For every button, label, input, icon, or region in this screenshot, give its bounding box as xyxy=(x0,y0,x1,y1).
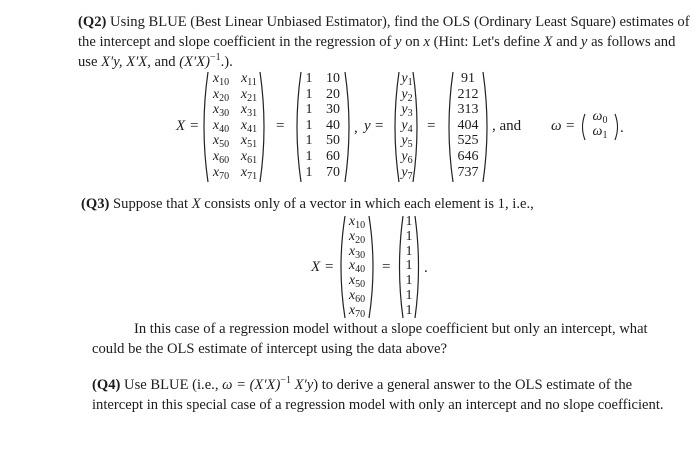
q2-line-1 xyxy=(78,12,690,32)
q2-and-omega: , and xyxy=(492,118,522,134)
q3-x-vector-cell: $x_{40}$ xyxy=(348,258,366,276)
q2-comma-1: , xyxy=(354,120,358,136)
q4-text-3: intercept in this special case of a regression model with only an intercept and no slope coefficient. xyxy=(92,397,664,413)
q3-line-1 xyxy=(81,194,534,214)
q2-equals-4: = xyxy=(427,118,436,134)
q3-X-var: X xyxy=(191,196,201,212)
q2-line-2 xyxy=(78,32,675,52)
q2-on: on xyxy=(405,34,420,50)
q3-ones-cell: 1 xyxy=(405,273,413,289)
q3-question-1: In this case of a regression model without a slope coefficient but only an intercept, what xyxy=(134,321,648,337)
data-matrix-x: 40 xyxy=(326,117,340,133)
y-value-cell: 646 xyxy=(457,149,479,164)
q4-text-1: Use BLUE (i.e., xyxy=(124,377,219,393)
q3-equals-2: = xyxy=(382,259,391,275)
data-matrix-one: 1 xyxy=(305,86,313,102)
q3-label: (Q3) xyxy=(81,196,110,212)
q2-use-inv: (X′X) xyxy=(179,54,211,70)
q2-intro-1: Using BLUE (Best Linear Unbiased Estimator), find the OLS (Ordinary Least Square) estimates of xyxy=(110,14,690,30)
q4-label: (Q4) xyxy=(92,377,121,393)
q2-use-end: .). xyxy=(220,54,233,70)
x-matrix-cell: $x_{50}$ xyxy=(212,133,230,151)
data-matrix-one: 1 xyxy=(305,117,313,133)
q4-formula: ω = (X′X) xyxy=(222,377,281,393)
x-matrix-cell: $x_{10}$ xyxy=(212,71,230,88)
q2-hint-y: y xyxy=(580,34,588,50)
y-vector-cell: $y_6$ xyxy=(401,149,413,166)
x-matrix-cell: $x_{41}$ xyxy=(240,117,258,135)
q4-formula-end: X′y xyxy=(294,377,314,393)
q2-follows: as follows and xyxy=(591,34,676,50)
q4-inv-exp: −1 xyxy=(280,375,291,387)
q2-period: . xyxy=(620,120,624,136)
y-value-cell: 525 xyxy=(457,133,479,149)
data-matrix-x: 30 xyxy=(326,102,340,118)
q2-equals-1: = xyxy=(190,118,199,134)
q3-ones-cell: 1 xyxy=(405,288,413,303)
y-value-cell: 404 xyxy=(457,117,479,133)
x-matrix-cell: $x_{30}$ xyxy=(212,102,230,120)
x-matrix-cell: $x_{60}$ xyxy=(212,149,230,166)
q3-x-vector-cell: $x_{10}$ xyxy=(348,214,366,231)
data-matrix-x: 20 xyxy=(326,86,340,102)
x-matrix-cell: $x_{11}$ xyxy=(241,71,257,88)
y-vector-cell: $y_3$ xyxy=(401,102,413,120)
q2-line-3 xyxy=(78,52,233,72)
x-matrix-cell: $x_{61}$ xyxy=(240,149,258,166)
q2-hint-X: X xyxy=(543,34,553,50)
q2-X-symbol: X xyxy=(176,118,186,134)
data-matrix-one: 1 xyxy=(305,102,313,118)
data-matrix-one: 1 xyxy=(305,149,313,164)
q3-x-vector-cell: $x_{60}$ xyxy=(348,288,366,305)
data-matrix-x: 50 xyxy=(326,133,340,149)
q2-equals-3: = xyxy=(375,118,384,134)
q2-intro-2: the intercept and slope coefficient in the regression of xyxy=(78,34,392,50)
q3-ones-cell: 1 xyxy=(405,214,413,229)
data-matrix-one: 1 xyxy=(305,71,313,86)
y-vector-cell: $y_7$ xyxy=(401,164,413,182)
x-matrix-cell: $x_{71}$ xyxy=(240,164,258,182)
q2-label: (Q2) xyxy=(78,14,107,30)
q3-ones-cell: 1 xyxy=(405,228,413,244)
q2-equals-2: = xyxy=(276,118,285,134)
data-matrix-x: 10 xyxy=(326,71,340,86)
q2-omega-1: $\omega_1$ xyxy=(592,124,608,141)
q3-x-vector-cell: $x_{30}$ xyxy=(348,243,366,261)
data-matrix-x: 60 xyxy=(326,149,340,164)
q3-ones-cell: 1 xyxy=(405,243,413,259)
y-value-cell: 313 xyxy=(457,102,479,118)
q4-line-1 xyxy=(92,375,632,395)
q2-omega-0: $\omega_0$ xyxy=(592,109,608,126)
y-vector-cell: $y_5$ xyxy=(401,133,413,151)
q2-y-var: y xyxy=(395,34,402,50)
q3-text-1: Suppose that xyxy=(113,196,189,212)
q4-text-2: ) to derive a general answer to the OLS estimate of the xyxy=(313,377,633,393)
data-matrix-one: 1 xyxy=(305,133,313,149)
q3-ones-cell: 1 xyxy=(405,258,413,274)
x-matrix-cell: $x_{40}$ xyxy=(212,117,230,135)
q2-equals-5: = xyxy=(566,118,575,134)
q2-omega-symbol: ω xyxy=(551,118,562,134)
q2-use-terms: X′y, X′X, xyxy=(101,54,151,70)
q2-and: and xyxy=(556,34,578,50)
y-value-cell: 91 xyxy=(461,71,475,86)
x-matrix-cell: $x_{21}$ xyxy=(240,86,258,104)
y-value-cell: 212 xyxy=(457,86,479,102)
q2-use-and: and xyxy=(154,54,176,70)
q3-x-vector-cell: $x_{20}$ xyxy=(348,228,366,246)
y-vector-cell: $y_2$ xyxy=(401,86,413,104)
q3-equals-1: = xyxy=(325,259,334,275)
q2-x-var: x xyxy=(423,34,430,50)
x-matrix-cell: $x_{51}$ xyxy=(240,133,258,151)
q3-text-2: consists only of a vector in which each element is 1, i.e., xyxy=(204,196,534,212)
q3-x-vector-cell: $x_{70}$ xyxy=(348,302,366,320)
q3-question-2: could be the OLS estimate of intercept using the data above? xyxy=(92,341,447,357)
q3-ones-cell: 1 xyxy=(405,302,413,318)
y-vector-cell: $y_4$ xyxy=(401,117,413,135)
data-matrix-x: 70 xyxy=(326,164,340,180)
q2-hint: (Hint: Let's define xyxy=(433,34,540,50)
x-matrix-cell: $x_{31}$ xyxy=(240,102,258,120)
x-matrix-cell: $x_{70}$ xyxy=(212,164,230,182)
x-matrix-cell: $x_{20}$ xyxy=(212,86,230,104)
y-value-cell: 737 xyxy=(457,164,479,180)
q2-inv-exp: −1 xyxy=(210,52,221,64)
q3-X-symbol: X xyxy=(311,259,321,275)
q3-period: . xyxy=(424,260,428,276)
y-vector-cell: $y_1$ xyxy=(401,71,413,88)
q3-x-vector-cell: $x_{50}$ xyxy=(348,273,366,291)
q2-use: use xyxy=(78,54,98,70)
data-matrix-one: 1 xyxy=(305,164,313,180)
q2-y-symbol: y xyxy=(364,118,371,134)
